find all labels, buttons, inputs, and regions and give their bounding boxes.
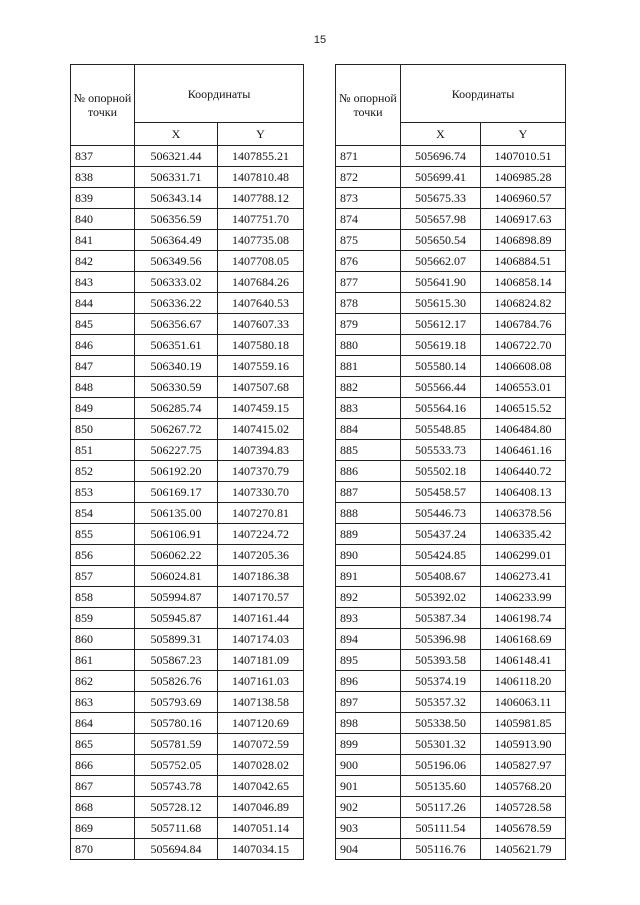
y-coordinate-cell: 1407072.59 — [218, 734, 304, 755]
y-coordinate-cell: 1407051.14 — [218, 818, 304, 839]
table-row — [336, 545, 566, 566]
table-row — [336, 377, 566, 398]
x-coordinate-cell: 506349.56 — [135, 251, 218, 272]
table-row — [336, 818, 566, 839]
y-coordinate-cell: 1405678.59 — [481, 818, 566, 839]
table-row — [71, 755, 304, 776]
y-coordinate-cell: 1405768.20 — [481, 776, 566, 797]
x-coordinate-cell: 505612.17 — [401, 314, 481, 335]
coordinates-table-right — [335, 64, 566, 860]
table-row — [336, 356, 566, 377]
y-coordinate-cell: 1407034.15 — [218, 839, 304, 860]
y-coordinate-cell: 1406898.89 — [481, 230, 566, 251]
table-row — [71, 629, 304, 650]
x-coordinate-cell: 505826.76 — [135, 671, 218, 692]
x-coordinate-cell: 506192.20 — [135, 461, 218, 482]
table-row — [71, 398, 304, 419]
y-coordinate-cell: 1405827.97 — [481, 755, 566, 776]
point-number-cell: 867 — [71, 776, 135, 797]
y-coordinate-cell: 1405621.79 — [481, 839, 566, 860]
x-coordinate-cell: 505116.76 — [401, 839, 481, 860]
x-coordinate-cell: 505696.74 — [401, 146, 481, 167]
table-row — [71, 146, 304, 167]
point-number-cell: 881 — [336, 356, 401, 377]
x-coordinate-cell: 505780.16 — [135, 713, 218, 734]
x-coordinate-cell: 505650.54 — [401, 230, 481, 251]
point-number-cell: 869 — [71, 818, 135, 839]
x-coordinate-cell: 505374.19 — [401, 671, 481, 692]
y-coordinate-cell: 1406335.42 — [481, 524, 566, 545]
point-number-cell: 846 — [71, 335, 135, 356]
y-coordinate-cell: 1407640.53 — [218, 293, 304, 314]
table-row — [71, 545, 304, 566]
y-coordinate-cell: 1406515.52 — [481, 398, 566, 419]
table-row — [71, 776, 304, 797]
point-number-cell: 904 — [336, 839, 401, 860]
x-coordinate-cell: 505662.07 — [401, 251, 481, 272]
point-number-cell: 874 — [336, 209, 401, 230]
point-number-cell: 868 — [71, 797, 135, 818]
table-row — [336, 734, 566, 755]
x-header: X — [401, 123, 481, 146]
table-row — [336, 776, 566, 797]
point-number-header: № опорной точки — [71, 65, 135, 146]
x-coordinate-cell: 506285.74 — [135, 398, 218, 419]
x-coordinate-cell: 505533.73 — [401, 440, 481, 461]
y-coordinate-cell: 1406608.08 — [481, 356, 566, 377]
y-coordinate-cell: 1406960.57 — [481, 188, 566, 209]
y-coordinate-cell: 1407415.02 — [218, 419, 304, 440]
table-row — [336, 587, 566, 608]
y-coordinate-cell: 1407394.83 — [218, 440, 304, 461]
x-coordinate-cell: 506343.14 — [135, 188, 218, 209]
point-number-cell: 870 — [71, 839, 135, 860]
point-number-cell: 894 — [336, 629, 401, 650]
x-coordinate-cell: 505945.87 — [135, 608, 218, 629]
x-coordinate-cell: 505781.59 — [135, 734, 218, 755]
y-coordinate-cell: 1406784.76 — [481, 314, 566, 335]
point-number-cell: 888 — [336, 503, 401, 524]
y-coordinate-cell: 1405981.85 — [481, 713, 566, 734]
table-row — [71, 335, 304, 356]
table-row — [71, 209, 304, 230]
point-number-cell: 875 — [336, 230, 401, 251]
point-number-cell: 854 — [71, 503, 135, 524]
y-coordinate-cell: 1406168.69 — [481, 629, 566, 650]
x-coordinate-cell: 505548.85 — [401, 419, 481, 440]
x-coordinate-cell: 505675.33 — [401, 188, 481, 209]
table-row — [71, 692, 304, 713]
table-body-left — [71, 146, 304, 860]
x-coordinate-cell: 505994.87 — [135, 587, 218, 608]
y-coordinate-cell: 1405728.58 — [481, 797, 566, 818]
point-number-cell: 864 — [71, 713, 135, 734]
table-row — [71, 251, 304, 272]
table-row — [71, 272, 304, 293]
y-coordinate-cell: 1406063.11 — [481, 692, 566, 713]
x-coordinate-cell: 506356.67 — [135, 314, 218, 335]
point-number-cell: 850 — [71, 419, 135, 440]
x-coordinate-cell: 506331.71 — [135, 167, 218, 188]
table-row — [336, 503, 566, 524]
x-coordinate-cell: 505867.23 — [135, 650, 218, 671]
y-coordinate-cell: 1406917.63 — [481, 209, 566, 230]
x-coordinate-cell: 506024.81 — [135, 566, 218, 587]
coordinates-header: Координаты — [401, 65, 566, 123]
table-row — [71, 419, 304, 440]
table-row — [71, 671, 304, 692]
table-row — [336, 209, 566, 230]
y-coordinate-cell: 1406824.82 — [481, 293, 566, 314]
table-row — [71, 440, 304, 461]
x-coordinate-cell: 506135.00 — [135, 503, 218, 524]
y-coordinate-cell: 1406461.16 — [481, 440, 566, 461]
table-row — [336, 251, 566, 272]
y-coordinate-cell: 1406198.74 — [481, 608, 566, 629]
point-number-cell: 849 — [71, 398, 135, 419]
y-coordinate-cell: 1406233.99 — [481, 587, 566, 608]
x-coordinate-cell: 505458.57 — [401, 482, 481, 503]
point-number-cell: 893 — [336, 608, 401, 629]
y-header: Y — [218, 123, 304, 146]
x-coordinate-cell: 505387.34 — [401, 608, 481, 629]
x-coordinate-cell: 505711.68 — [135, 818, 218, 839]
y-coordinate-cell: 1407810.48 — [218, 167, 304, 188]
point-number-cell: 880 — [336, 335, 401, 356]
x-coordinate-cell: 505301.32 — [401, 734, 481, 755]
y-coordinate-cell: 1406985.28 — [481, 167, 566, 188]
x-coordinate-cell: 505357.32 — [401, 692, 481, 713]
y-coordinate-cell: 1406299.01 — [481, 545, 566, 566]
point-number-cell: 889 — [336, 524, 401, 545]
point-number-cell: 895 — [336, 650, 401, 671]
table-row — [336, 167, 566, 188]
y-coordinate-cell: 1407161.44 — [218, 608, 304, 629]
y-coordinate-cell: 1407138.58 — [218, 692, 304, 713]
point-number-cell: 851 — [71, 440, 135, 461]
table-row — [71, 377, 304, 398]
x-coordinate-cell: 505899.31 — [135, 629, 218, 650]
point-number-cell: 840 — [71, 209, 135, 230]
x-coordinate-cell: 505135.60 — [401, 776, 481, 797]
point-number-cell: 855 — [71, 524, 135, 545]
table-row — [336, 650, 566, 671]
x-coordinate-cell: 505117.26 — [401, 797, 481, 818]
point-number-cell: 856 — [71, 545, 135, 566]
y-coordinate-cell: 1407181.09 — [218, 650, 304, 671]
y-coordinate-cell: 1407788.12 — [218, 188, 304, 209]
table-row — [336, 524, 566, 545]
table-row — [71, 734, 304, 755]
x-coordinate-cell: 506333.02 — [135, 272, 218, 293]
y-coordinate-cell: 1407042.65 — [218, 776, 304, 797]
y-coordinate-cell: 1407459.15 — [218, 398, 304, 419]
x-coordinate-cell: 506356.59 — [135, 209, 218, 230]
x-coordinate-cell: 506351.61 — [135, 335, 218, 356]
table-row — [336, 629, 566, 650]
point-number-cell: 872 — [336, 167, 401, 188]
table-row — [71, 230, 304, 251]
table-row — [71, 503, 304, 524]
point-number-cell: 838 — [71, 167, 135, 188]
y-coordinate-cell: 1407046.89 — [218, 797, 304, 818]
x-coordinate-cell: 505393.58 — [401, 650, 481, 671]
point-number-cell: 886 — [336, 461, 401, 482]
y-coordinate-cell: 1407607.33 — [218, 314, 304, 335]
y-coordinate-cell: 1407751.70 — [218, 209, 304, 230]
y-coordinate-cell: 1407174.03 — [218, 629, 304, 650]
x-coordinate-cell: 505424.85 — [401, 545, 481, 566]
table-row — [336, 293, 566, 314]
table-row — [336, 230, 566, 251]
point-number-cell: 865 — [71, 734, 135, 755]
point-number-cell: 862 — [71, 671, 135, 692]
table-row — [336, 419, 566, 440]
y-coordinate-cell: 1407330.70 — [218, 482, 304, 503]
x-coordinate-cell: 505111.54 — [401, 818, 481, 839]
y-coordinate-cell: 1407161.03 — [218, 671, 304, 692]
x-coordinate-cell: 506106.91 — [135, 524, 218, 545]
coordinates-header: Координаты — [135, 65, 304, 123]
point-number-cell: 903 — [336, 818, 401, 839]
table-row — [336, 797, 566, 818]
point-number-cell: 853 — [71, 482, 135, 503]
x-coordinate-cell: 505396.98 — [401, 629, 481, 650]
table-row — [71, 797, 304, 818]
y-coordinate-cell: 1406378.56 — [481, 503, 566, 524]
x-coordinate-cell: 505338.50 — [401, 713, 481, 734]
table-row — [71, 713, 304, 734]
point-number-cell: 884 — [336, 419, 401, 440]
point-number-cell: 882 — [336, 377, 401, 398]
table-row — [336, 608, 566, 629]
x-coordinate-cell: 505657.98 — [401, 209, 481, 230]
point-number-cell: 843 — [71, 272, 135, 293]
y-coordinate-cell: 1407224.72 — [218, 524, 304, 545]
point-number-cell: 837 — [71, 146, 135, 167]
point-number-cell: 852 — [71, 461, 135, 482]
point-number-cell: 842 — [71, 251, 135, 272]
point-number-cell: 839 — [71, 188, 135, 209]
y-coordinate-cell: 1407735.08 — [218, 230, 304, 251]
x-coordinate-cell: 505699.41 — [401, 167, 481, 188]
y-coordinate-cell: 1406858.14 — [481, 272, 566, 293]
point-number-cell: 897 — [336, 692, 401, 713]
point-number-cell: 859 — [71, 608, 135, 629]
point-number-header: № опорной точки — [336, 65, 401, 146]
page-number: 15 — [313, 34, 327, 46]
point-number-cell: 866 — [71, 755, 135, 776]
y-coordinate-cell: 1406148.41 — [481, 650, 566, 671]
y-coordinate-cell: 1407010.51 — [481, 146, 566, 167]
table-row — [336, 566, 566, 587]
point-number-cell: 892 — [336, 587, 401, 608]
y-coordinate-cell: 1407855.21 — [218, 146, 304, 167]
y-coordinate-cell: 1406553.01 — [481, 377, 566, 398]
x-coordinate-cell: 506321.44 — [135, 146, 218, 167]
y-coordinate-cell: 1407120.69 — [218, 713, 304, 734]
table-row — [71, 293, 304, 314]
x-header: X — [135, 123, 218, 146]
x-coordinate-cell: 505437.24 — [401, 524, 481, 545]
point-number-cell: 896 — [336, 671, 401, 692]
point-number-cell: 891 — [336, 566, 401, 587]
x-coordinate-cell: 506340.19 — [135, 356, 218, 377]
y-coordinate-cell: 1407205.36 — [218, 545, 304, 566]
point-number-cell: 871 — [336, 146, 401, 167]
y-coordinate-cell: 1407559.16 — [218, 356, 304, 377]
table-row — [71, 587, 304, 608]
point-number-cell: 845 — [71, 314, 135, 335]
table-row — [336, 335, 566, 356]
x-coordinate-cell: 505566.44 — [401, 377, 481, 398]
point-number-cell: 857 — [71, 566, 135, 587]
x-coordinate-cell: 505580.14 — [401, 356, 481, 377]
y-coordinate-cell: 1406118.20 — [481, 671, 566, 692]
y-coordinate-cell: 1406440.72 — [481, 461, 566, 482]
y-coordinate-cell: 1405913.90 — [481, 734, 566, 755]
point-number-cell: 847 — [71, 356, 135, 377]
y-coordinate-cell: 1406273.41 — [481, 566, 566, 587]
table-row — [71, 566, 304, 587]
x-coordinate-cell: 505196.06 — [401, 755, 481, 776]
table-row — [71, 839, 304, 860]
x-coordinate-cell: 505728.12 — [135, 797, 218, 818]
point-number-cell: 899 — [336, 734, 401, 755]
table-row — [336, 692, 566, 713]
table-row — [71, 650, 304, 671]
y-coordinate-cell: 1407684.26 — [218, 272, 304, 293]
point-number-cell: 873 — [336, 188, 401, 209]
y-coordinate-cell: 1407370.79 — [218, 461, 304, 482]
table-row — [336, 440, 566, 461]
point-number-cell: 877 — [336, 272, 401, 293]
table-row — [71, 188, 304, 209]
y-coordinate-cell: 1407028.02 — [218, 755, 304, 776]
point-number-cell: 863 — [71, 692, 135, 713]
point-number-cell: 885 — [336, 440, 401, 461]
table-row — [71, 167, 304, 188]
x-coordinate-cell: 505641.90 — [401, 272, 481, 293]
point-number-cell: 901 — [336, 776, 401, 797]
y-coordinate-cell: 1407186.38 — [218, 566, 304, 587]
table-row — [71, 608, 304, 629]
table-row — [336, 314, 566, 335]
y-coordinate-cell: 1407270.81 — [218, 503, 304, 524]
point-number-cell: 898 — [336, 713, 401, 734]
table-row — [71, 461, 304, 482]
x-coordinate-cell: 506169.17 — [135, 482, 218, 503]
y-coordinate-cell: 1407507.68 — [218, 377, 304, 398]
point-number-cell: 900 — [336, 755, 401, 776]
point-number-cell: 902 — [336, 797, 401, 818]
point-number-cell: 841 — [71, 230, 135, 251]
y-coordinate-cell: 1406484.80 — [481, 419, 566, 440]
x-coordinate-cell: 505752.05 — [135, 755, 218, 776]
table-row — [336, 461, 566, 482]
x-coordinate-cell: 505564.16 — [401, 398, 481, 419]
point-number-cell: 876 — [336, 251, 401, 272]
x-coordinate-cell: 505408.67 — [401, 566, 481, 587]
x-coordinate-cell: 505615.30 — [401, 293, 481, 314]
table-row — [71, 524, 304, 545]
x-coordinate-cell: 506227.75 — [135, 440, 218, 461]
x-coordinate-cell: 506364.49 — [135, 230, 218, 251]
y-coordinate-cell: 1406722.70 — [481, 335, 566, 356]
point-number-cell: 861 — [71, 650, 135, 671]
point-number-cell: 860 — [71, 629, 135, 650]
coordinates-table-left — [70, 64, 304, 860]
y-coordinate-cell: 1406884.51 — [481, 251, 566, 272]
table-row — [336, 272, 566, 293]
x-coordinate-cell: 506062.22 — [135, 545, 218, 566]
y-coordinate-cell: 1407708.05 — [218, 251, 304, 272]
x-coordinate-cell: 505743.78 — [135, 776, 218, 797]
x-coordinate-cell: 506330.59 — [135, 377, 218, 398]
point-number-cell: 858 — [71, 587, 135, 608]
table-row — [336, 671, 566, 692]
point-number-cell: 879 — [336, 314, 401, 335]
y-coordinate-cell: 1407170.57 — [218, 587, 304, 608]
table-row — [336, 146, 566, 167]
table-row — [71, 482, 304, 503]
y-header: Y — [481, 123, 566, 146]
x-coordinate-cell: 505694.84 — [135, 839, 218, 860]
table-row — [336, 398, 566, 419]
table-body-right — [336, 146, 566, 860]
x-coordinate-cell: 505502.18 — [401, 461, 481, 482]
x-coordinate-cell: 506336.22 — [135, 293, 218, 314]
point-number-cell: 883 — [336, 398, 401, 419]
point-number-cell: 890 — [336, 545, 401, 566]
x-coordinate-cell: 505392.02 — [401, 587, 481, 608]
x-coordinate-cell: 505793.69 — [135, 692, 218, 713]
table-row — [71, 818, 304, 839]
point-number-cell: 878 — [336, 293, 401, 314]
table-row — [336, 713, 566, 734]
x-coordinate-cell: 506267.72 — [135, 419, 218, 440]
table-row — [336, 482, 566, 503]
y-coordinate-cell: 1407580.18 — [218, 335, 304, 356]
table-row — [71, 314, 304, 335]
y-coordinate-cell: 1406408.13 — [481, 482, 566, 503]
x-coordinate-cell: 505619.18 — [401, 335, 481, 356]
point-number-cell: 887 — [336, 482, 401, 503]
table-row — [71, 356, 304, 377]
table-row — [336, 839, 566, 860]
point-number-cell: 848 — [71, 377, 135, 398]
table-row — [336, 755, 566, 776]
table-row — [336, 188, 566, 209]
x-coordinate-cell: 505446.73 — [401, 503, 481, 524]
point-number-cell: 844 — [71, 293, 135, 314]
